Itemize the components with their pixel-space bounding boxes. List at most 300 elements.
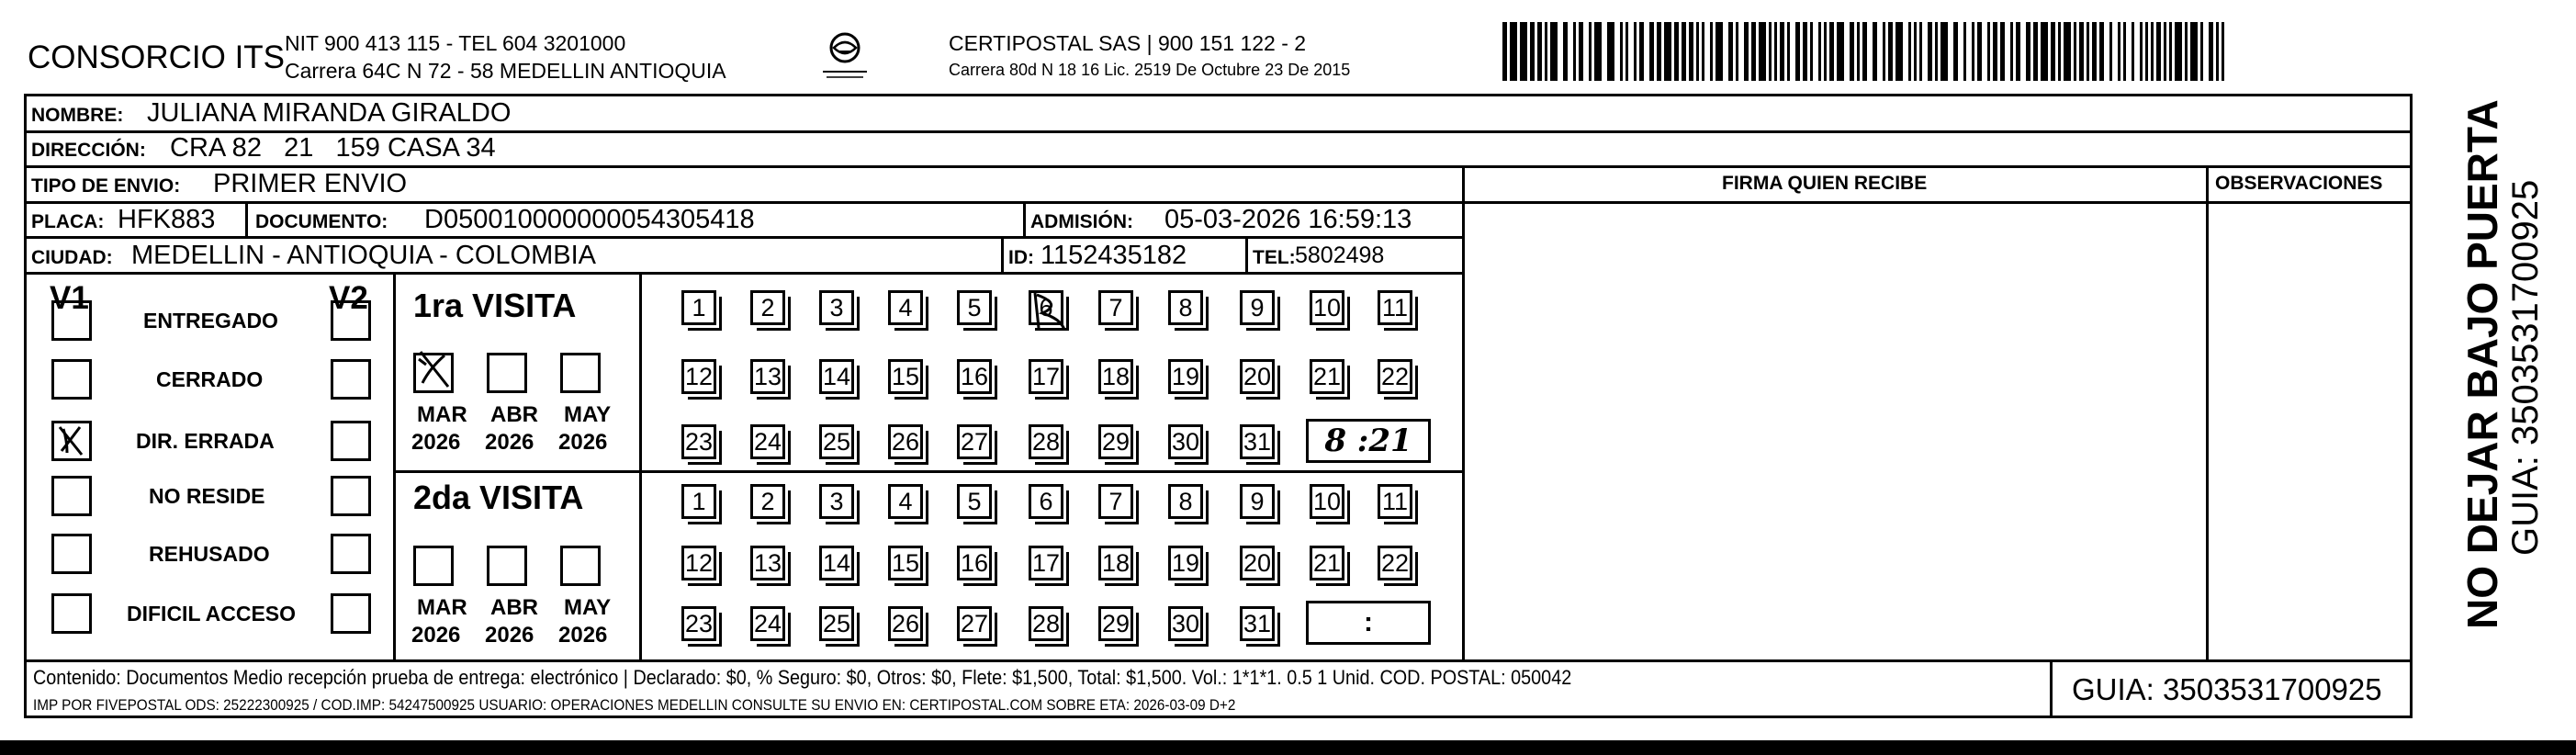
barcode-bar (1888, 22, 1893, 81)
row-line-5 (24, 272, 1465, 275)
barcode-bar (2087, 22, 2089, 81)
day-number: 4 (898, 487, 913, 515)
visit1-day-20[interactable] (1240, 359, 1275, 394)
day-number: 18 (1101, 548, 1131, 577)
visit1-day-31[interactable] (1240, 424, 1275, 459)
day-number: 30 (1171, 427, 1200, 456)
day-number: 20 (1243, 362, 1272, 390)
day-number: 31 (1243, 609, 1272, 637)
day-number: 22 (1380, 362, 1410, 390)
status-label: NO RESIDE (149, 484, 265, 508)
row-line-4 (24, 236, 1465, 239)
visit2-day-15[interactable] (888, 546, 923, 580)
day-number: 9 (1250, 293, 1265, 321)
visit1-day-2[interactable] (750, 290, 785, 325)
visit2-day-31[interactable] (1240, 606, 1275, 641)
documento-value: D050010000000054305418 (424, 205, 755, 234)
day-number: 26 (891, 427, 920, 456)
barcode-bar (1751, 22, 1756, 81)
visit1-day-19[interactable] (1168, 359, 1203, 394)
visit1-day-3[interactable] (819, 290, 854, 325)
barcode-bar (2016, 22, 2020, 81)
tel-label: TEL: (1253, 247, 1296, 268)
form-top-border (24, 94, 2411, 96)
visit2-day-10[interactable] (1310, 484, 1344, 519)
status-divider (393, 272, 396, 660)
observaciones-header: OBSERVACIONES (2215, 173, 2383, 194)
day-number: 2 (760, 487, 775, 515)
visit1-day-6[interactable] (1029, 290, 1063, 325)
month-day-divider (639, 272, 642, 660)
v1-header: V1 (50, 280, 89, 316)
visit2-day-14[interactable] (819, 546, 854, 580)
barcode-bar (1657, 22, 1661, 81)
barcode-bar (1972, 22, 1974, 81)
barcode-bar (1883, 22, 1885, 81)
placa-label: PLACA: (31, 211, 105, 232)
barcode-bar (1795, 22, 1800, 81)
barcode-bar (1919, 22, 1922, 81)
day-number: 3 (829, 487, 844, 515)
tipo-value: PRIMER ENVIO (213, 169, 408, 198)
visit1-day-30[interactable] (1168, 424, 1203, 459)
day-number: 1 (692, 293, 706, 321)
admision-label: ADMISIÓN: (1030, 211, 1133, 232)
barcode-bar (2109, 22, 2112, 81)
visit1-day-26[interactable] (888, 424, 923, 459)
barcode-bar (1850, 22, 1854, 81)
side-guia: GUIA: 3503531700925 (2505, 179, 2546, 556)
visit2-month-label: ABR (490, 595, 538, 620)
documento-label: DOCUMENTO: (255, 211, 388, 232)
visit2-day-17[interactable] (1029, 546, 1063, 580)
barcode-bar (1715, 22, 1723, 81)
barcode-bar (1502, 22, 1507, 81)
barcode-bar (1862, 22, 1867, 81)
visit2-day-12[interactable] (681, 546, 716, 580)
visit1-day-10[interactable] (1310, 290, 1344, 325)
day-number: 17 (1031, 362, 1061, 390)
day-number: 26 (891, 609, 920, 637)
visit2-day-28[interactable] (1029, 606, 1063, 641)
status-label: CERRADO (156, 367, 264, 391)
visit-separator (393, 470, 1463, 473)
barcode-bar (2074, 22, 2076, 81)
v2-header: V2 (329, 280, 368, 316)
v1-checkbox[interactable] (51, 534, 92, 574)
tel-value: 5802498 (1295, 242, 1385, 268)
visit2-year-label: 2026 (485, 623, 534, 648)
barcode-bar (1857, 22, 1860, 81)
visit1-day-13[interactable] (750, 359, 785, 394)
visit2-day-1[interactable] (681, 484, 716, 519)
footer-imp: IMP POR FIVEPOSTAL ODS: 25222300925 / COD.IMP: 54247500925 USUARIO: OPERACIONES MEDELLIN CONSULTE SU ENVIO EN: CERTIPOSTAL.COM SOBRE ETA: 2026-03-09 D+2 (33, 696, 1236, 714)
barcode-bar (1634, 22, 1637, 81)
day-number: 8 (1178, 487, 1193, 515)
barcode-bar (1620, 22, 1623, 81)
visit2-month-checkbox-may[interactable] (560, 546, 601, 586)
day-number: 31 (1243, 427, 1272, 456)
barcode-bar (1689, 22, 1693, 81)
ciudad-value: MEDELLIN - ANTIOQUIA - COLOMBIA (131, 241, 596, 270)
tel-divider (1245, 236, 1248, 272)
day-number: 19 (1171, 362, 1200, 390)
visit2-day-6[interactable] (1029, 484, 1063, 519)
visit2-time-field[interactable] (1306, 601, 1431, 645)
barcode-bar (1774, 22, 1777, 81)
barcode-bar (1940, 22, 1948, 81)
day-number: 15 (891, 362, 920, 390)
visit1-day-23[interactable] (681, 424, 716, 459)
barcode-bar (1710, 22, 1713, 81)
certipostal-address: Carrera 80d N 18 16 Lic. 2519 De Octubre 23 De 2015 (949, 61, 1351, 79)
day-number: 7 (1108, 487, 1123, 515)
visit2-month-label: MAR (417, 595, 467, 620)
barcode-bar (2209, 22, 2213, 81)
barcode-bar (1780, 22, 1784, 81)
barcode-bar (1510, 22, 1517, 81)
no-dejar-bajo-puerta: NO DEJAR BAJO PUERTA (2458, 99, 2506, 629)
visit1-year-label: 2026 (485, 430, 534, 455)
day-number: 27 (960, 427, 989, 456)
barcode-bar (1873, 22, 1877, 81)
placa-value: HFK883 (118, 205, 216, 234)
company-address: Carrera 64C N 72 - 58 MEDELLIN ANTIOQUIA (285, 59, 726, 83)
barcode-bar (2058, 22, 2061, 81)
v1-checkbox[interactable] (51, 476, 92, 516)
observaciones-field[interactable] (2210, 204, 2408, 658)
visit2-day-16[interactable] (957, 546, 992, 580)
obs-left-border (2206, 165, 2209, 661)
visit1-day-5[interactable] (957, 290, 992, 325)
footer-guia: GUIA: 3503531700925 (2072, 672, 2382, 706)
barcode-bar (1639, 22, 1644, 81)
form-bottom-border (24, 716, 2411, 718)
day-number: 24 (753, 427, 782, 456)
day-number: 7 (1108, 293, 1123, 321)
barcode-bar (1977, 22, 1982, 81)
visit1-day-17[interactable] (1029, 359, 1063, 394)
visit2-day-25[interactable] (819, 606, 854, 641)
barcode-bar (1607, 22, 1614, 81)
barcode-bar (1935, 22, 1938, 81)
visit1-month-label: MAY (564, 402, 612, 427)
v2-checkbox[interactable] (331, 359, 371, 400)
tipo-label: TIPO DE ENVIO: (31, 175, 181, 197)
day-number: 15 (891, 548, 920, 577)
barcode-bar (2033, 22, 2038, 81)
barcode-bar (1537, 22, 1542, 81)
visit2-day-20[interactable] (1240, 546, 1275, 580)
first-visit-title: 1ra VISITA (413, 287, 577, 324)
visit1-year-label: 2026 (558, 430, 608, 455)
barcode-bar (2026, 22, 2030, 81)
visit1-day-21[interactable] (1310, 359, 1344, 394)
firma-field[interactable] (1466, 204, 2204, 658)
barcode-bar (2118, 22, 2120, 81)
barcode-bar (2041, 22, 2048, 81)
nombre-label: NOMBRE: (31, 105, 124, 126)
barcode-bar (2092, 22, 2097, 81)
barcode-bar (1829, 22, 1834, 81)
day-number: 25 (822, 609, 851, 637)
visit1-day-7[interactable] (1098, 290, 1133, 325)
barcode-bar (1530, 22, 1535, 81)
day-number: 14 (822, 362, 851, 390)
visit2-day-29[interactable] (1098, 606, 1133, 641)
barcode-bar (1769, 22, 1772, 81)
second-visit-title: 2da VISITA (413, 479, 584, 516)
visit2-month-label: MAY (564, 595, 612, 620)
day-number: 9 (1250, 487, 1265, 515)
visit2-day-18[interactable] (1098, 546, 1133, 580)
barcode-bar (1895, 22, 1903, 81)
v2-checkbox[interactable] (331, 300, 371, 341)
day-number: 13 (753, 548, 782, 577)
barcode-bar (2000, 22, 2005, 81)
v1-checkbox[interactable] (51, 300, 92, 341)
v1-checkbox[interactable] (51, 593, 92, 634)
visit1-month-checkbox-may[interactable] (560, 353, 601, 393)
id-value: 1152435182 (1041, 241, 1187, 270)
day-number: 23 (684, 609, 714, 637)
barcode-bar (1625, 22, 1628, 81)
nombre-value: JULIANA MIRANDA GIRALDO (147, 98, 512, 128)
visit2-month-checkbox-abr[interactable] (487, 546, 527, 586)
barcode-bar (2132, 22, 2134, 81)
visit2-time-value: : (1364, 607, 1373, 637)
barcode-bar (1696, 22, 1699, 81)
admision-value: 05-03-2026 16:59:13 (1164, 205, 1412, 234)
day-number: 12 (684, 548, 714, 577)
day-number: 10 (1312, 293, 1342, 321)
ciudad-label: CIUDAD: (31, 247, 113, 268)
day-number: 11 (1381, 293, 1409, 321)
visit1-day-4[interactable] (888, 290, 923, 325)
barcode-bar (2222, 22, 2224, 81)
visit1-day-28[interactable] (1029, 424, 1063, 459)
barcode-bar (2145, 22, 2148, 81)
visit1-day-14[interactable] (819, 359, 854, 394)
barcode-bar (1573, 22, 1576, 81)
visit2-day-4[interactable] (888, 484, 923, 519)
visit2-day-27[interactable] (957, 606, 992, 641)
day-number: 4 (898, 293, 913, 321)
barcode-bar (1579, 22, 1583, 81)
visit2-day-30[interactable] (1168, 606, 1203, 641)
barcode-bar (1803, 22, 1807, 81)
barcode-bar (2140, 22, 2143, 81)
barcode-bar (2051, 22, 2055, 81)
barcode-bar (2175, 22, 2182, 81)
visit2-day-3[interactable] (819, 484, 854, 519)
row-line-2 (24, 165, 2411, 168)
day-number: 12 (684, 362, 714, 390)
day-number: 14 (822, 548, 851, 577)
barcode-bar (2190, 22, 2198, 81)
day-number: 27 (960, 609, 989, 637)
barcode-bar (1702, 22, 1704, 81)
barcode-bar (2064, 22, 2071, 81)
barcode-bar (1963, 22, 1966, 81)
row-line-6 (24, 659, 2411, 662)
id-label: ID: (1008, 247, 1034, 268)
visit2-day-23[interactable] (681, 606, 716, 641)
barcode-bar (1520, 22, 1527, 81)
visit2-day-22[interactable] (1378, 546, 1412, 580)
visit1-day-16[interactable] (957, 359, 992, 394)
v2-checkbox[interactable] (331, 593, 371, 634)
status-label: ENTREGADO (143, 309, 278, 332)
day-number: 16 (960, 548, 989, 577)
status-label: REHUSADO (149, 542, 270, 566)
visit2-day-24[interactable] (750, 606, 785, 641)
visit1-day-29[interactable] (1098, 424, 1133, 459)
barcode-bar (2216, 22, 2219, 81)
barcode-bar (1987, 22, 1990, 81)
day-number: 21 (1312, 362, 1342, 390)
form-right-border (2410, 94, 2413, 718)
barcode-bar (1563, 22, 1568, 81)
barcode-bar (1837, 22, 1844, 81)
visit1-day-24[interactable] (750, 424, 785, 459)
day-number: 21 (1312, 548, 1342, 577)
barcode-bar (1550, 22, 1558, 81)
day-number: 29 (1101, 427, 1131, 456)
day-number: 6 (1039, 487, 1053, 515)
day-number: 11 (1381, 487, 1409, 515)
visit1-month-checkbox-abr[interactable] (487, 353, 527, 393)
v1-checkbox[interactable] (51, 421, 92, 461)
visit1-day-15[interactable] (888, 359, 923, 394)
visit1-time-field[interactable] (1306, 419, 1431, 463)
visit1-day-18[interactable] (1098, 359, 1133, 394)
visit2-day-19[interactable] (1168, 546, 1203, 580)
visit2-day-8[interactable] (1168, 484, 1203, 519)
certipostal-info: CERTIPOSTAL SAS | 900 151 122 - 2 (949, 31, 1307, 55)
visit2-day-2[interactable] (750, 484, 785, 519)
day-number: 2 (760, 293, 775, 321)
nit-tel: NIT 900 413 115 - TEL 604 3201000 (285, 31, 626, 55)
direccion-value: CRA 82 21 159 CASA 34 (170, 133, 496, 163)
day-number: 23 (684, 427, 714, 456)
v2-checkbox[interactable] (331, 476, 371, 516)
barcode-bar (2123, 22, 2126, 81)
certipostal-logo-icon (817, 31, 872, 83)
visit1-day-1[interactable] (681, 290, 716, 325)
visit1-year-label: 2026 (411, 430, 461, 455)
barcode-bar (1545, 22, 1547, 81)
visit2-day-26[interactable] (888, 606, 923, 641)
day-number: 28 (1031, 427, 1061, 456)
visit2-year-label: 2026 (558, 623, 608, 648)
day-number: 3 (829, 293, 844, 321)
visit1-month-label: ABR (490, 402, 538, 427)
visit2-day-13[interactable] (750, 546, 785, 580)
visit2-day-21[interactable] (1310, 546, 1344, 580)
barcode-bar (1649, 22, 1654, 81)
barcode-bar (1594, 22, 1602, 81)
visit2-day-7[interactable] (1098, 484, 1133, 519)
barcode-bar (1682, 22, 1686, 81)
day-number: 1 (692, 487, 706, 515)
v2-checkbox[interactable] (331, 534, 371, 574)
barcode-bar (1736, 22, 1738, 81)
day-number: 28 (1031, 609, 1061, 637)
day-number: 13 (753, 362, 782, 390)
visit2-month-checkbox-mar[interactable] (413, 546, 454, 586)
day-number: 29 (1101, 609, 1131, 637)
visit1-month-checkbox-mar[interactable] (413, 353, 454, 393)
day-number: 22 (1380, 548, 1410, 577)
barcode-bar (1589, 22, 1592, 81)
barcode-bar (2185, 22, 2188, 81)
visit1-month-label: MAR (417, 402, 467, 427)
v1-checkbox[interactable] (51, 359, 92, 400)
day-number: 10 (1312, 487, 1342, 515)
barcode-bar (2099, 22, 2104, 81)
visit1-day-27[interactable] (957, 424, 992, 459)
visit1-time-value: 8 :21 (1324, 423, 1412, 459)
visit1-day-9[interactable] (1240, 290, 1275, 325)
barcode-bar (1914, 22, 1917, 81)
barcode-bar (1953, 22, 1958, 81)
barcode-bar (1818, 22, 1821, 81)
day-number: 5 (967, 487, 982, 515)
visit1-day-22[interactable] (1378, 359, 1412, 394)
form-left-border (24, 94, 27, 718)
barcode-bar (1664, 22, 1671, 81)
visit2-year-label: 2026 (411, 623, 461, 648)
day-check-mark (1026, 287, 1072, 340)
visit1-day-12[interactable] (681, 359, 716, 394)
barcode-bar (2156, 22, 2161, 81)
day-number: 24 (753, 609, 782, 637)
barcode-bar (2151, 22, 2154, 81)
barcode-bar (1759, 22, 1766, 81)
barcode-bar (1993, 22, 1997, 81)
status-label: DIR. ERRADA (136, 429, 275, 453)
day-number: 6 (1039, 293, 1053, 321)
day-number: 8 (1178, 293, 1193, 321)
barcode-bar (1728, 22, 1733, 81)
firma-left-border (1462, 165, 1465, 661)
visit1-day-8[interactable] (1168, 290, 1203, 325)
day-number: 30 (1171, 609, 1200, 637)
visit2-day-11[interactable] (1378, 484, 1412, 519)
visit2-day-9[interactable] (1240, 484, 1275, 519)
visit1-day-25[interactable] (819, 424, 854, 459)
barcode-bar (1810, 22, 1813, 81)
day-number: 16 (960, 362, 989, 390)
barcode-bar (2079, 22, 2084, 81)
status-label: DIFICIL ACCESO (127, 602, 297, 625)
day-number: 20 (1243, 548, 1272, 577)
barcode (1502, 22, 2232, 81)
v2-checkbox[interactable] (331, 421, 371, 461)
barcode-bar (1908, 22, 1911, 81)
barcode-bar (1674, 22, 1679, 81)
company-name: CONSORCIO ITS (28, 39, 286, 75)
barcode-bar (2164, 22, 2166, 81)
visit1-day-11[interactable] (1378, 290, 1412, 325)
visit2-day-5[interactable] (957, 484, 992, 519)
barcode-bar (2010, 22, 2013, 81)
barcode-bar (2169, 22, 2172, 81)
day-number: 18 (1101, 362, 1131, 390)
footer-contenido: Contenido: Documentos Medio recepción prueba de entrega: electrónico | Declarado: $0, % Seguro: $0, Otros: $0, Flete: $1,500, Total: $1,500. Vol.: 1*1*1. 0.5 1 Unid. COD. POSTAL: 050042 (33, 666, 1572, 689)
day-number: 5 (967, 293, 982, 321)
